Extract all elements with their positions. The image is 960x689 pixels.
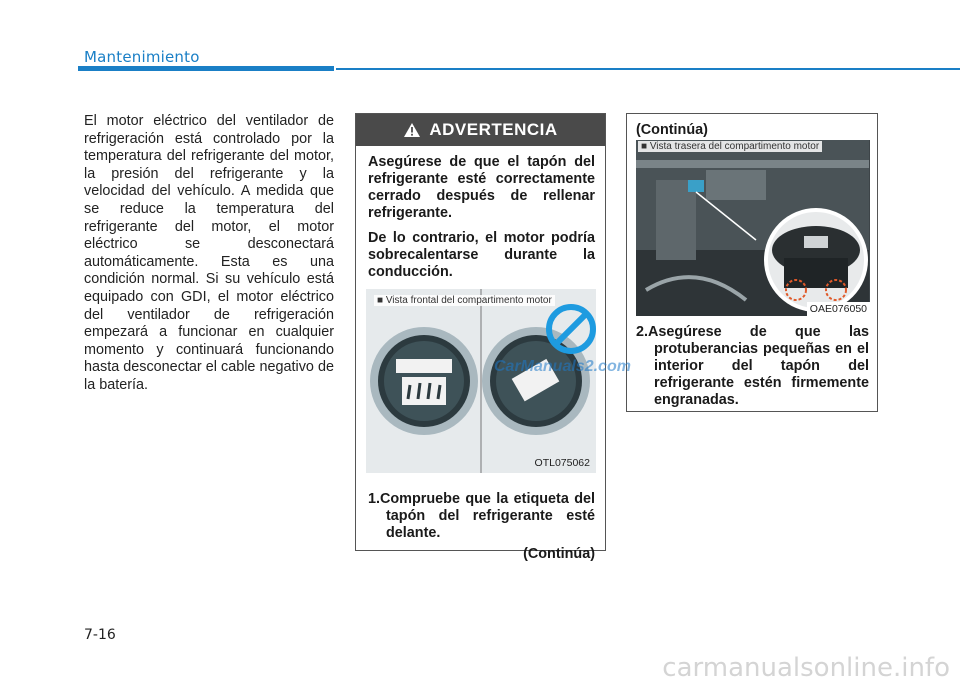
page-number: 7-16 [84, 627, 116, 643]
warning-step-1: 1.Compruebe que la etiqueta del tapón del refrigerante esté delante. [368, 491, 595, 541]
front-figure-code: OTL075062 [534, 457, 590, 469]
rear-figure-caption: ■ Vista trasera del compartimento motor [638, 141, 822, 152]
warning-paragraph-1: Asegúrese de que el tapón del refrigerante esté correctamente cerrado después de rellenar refrigerante. [368, 154, 595, 221]
coolant-cap-front-illustration [366, 289, 596, 473]
header-rule-thin [336, 68, 960, 70]
continued-step-2: 2.Asegúrese de que las protuberancias pequeñas en el interior del tapón del refrigerante estén firmemente engranadas. [636, 324, 869, 408]
warning-title: ADVERTENCIA [429, 120, 558, 139]
front-figure-caption: ■ Vista frontal del compartimento motor [374, 295, 555, 306]
warning-triangle-icon [403, 122, 421, 138]
rear-cap-figure [636, 140, 870, 316]
engine-compartment-rear-illustration [636, 140, 869, 316]
warning-header [356, 114, 605, 146]
rear-figure-code: OAE076050 [807, 302, 870, 316]
warning-box [355, 113, 606, 562]
watermark: CarManuals2.com [494, 358, 631, 375]
front-cap-figure [366, 289, 596, 473]
section-title: Mantenimiento [84, 48, 200, 66]
warning-continues: (Continúa) [523, 546, 595, 562]
continued-heading: (Continúa) [636, 122, 708, 138]
footer-watermark: carmanualsonline.info [662, 653, 950, 683]
continued-box [626, 113, 878, 412]
warning-paragraph-2: De lo contrario, el motor podría sobrecalentarse durante la conducción. [368, 230, 595, 280]
header-rule-thick [78, 66, 334, 71]
body-paragraph: El motor eléctrico del ventilador de refrigeración está controlado por la temperatura del refrigerante del motor, la presión del refrigerante y la velocidad del vehículo. A medida que se reduce la temperatura del refrigerante del motor, el motor eléctrico se desconectará automáticamente. Esta es una condición normal. Si su vehículo está equipado con GDI, el motor eléctrico del ventilador de refrigeración empezará a funcionar en cualquier momento y continuará funcionando hasta desconectar el cable negativo de la batería. [84, 113, 334, 393]
